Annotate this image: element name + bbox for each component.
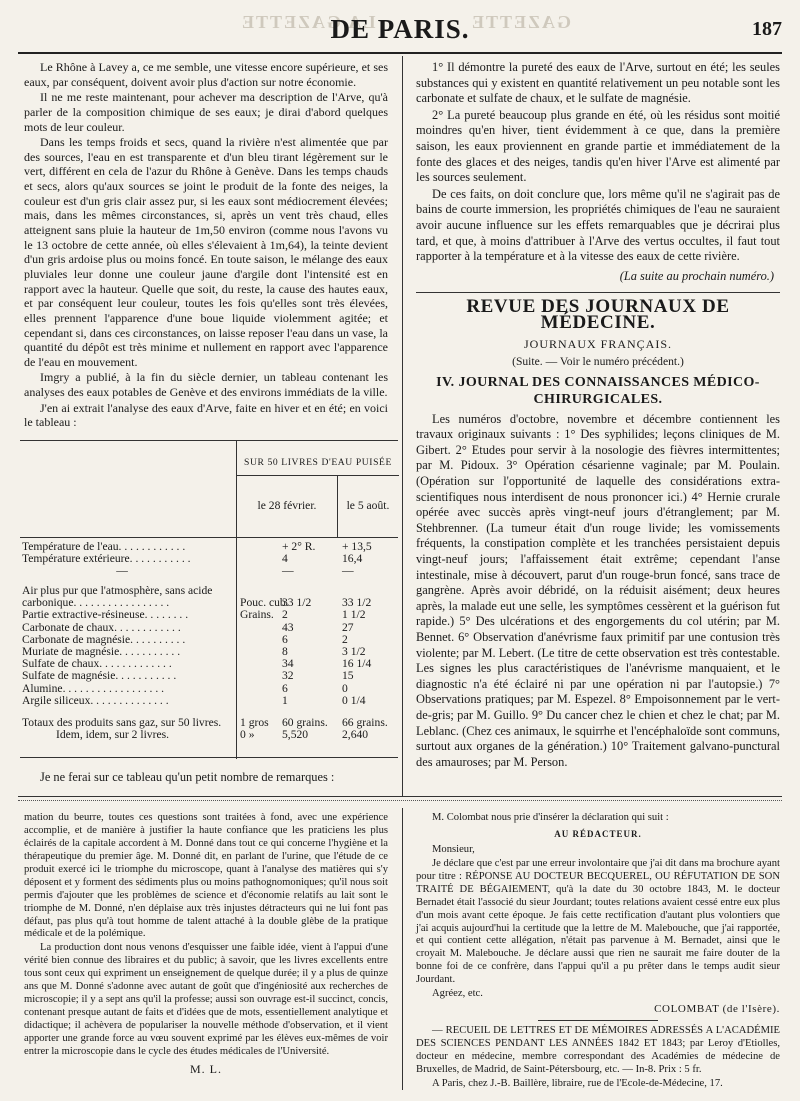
article-title: IV. JOURNAL DES CONNAISSANCES MÉDICO-CHIRURGICALES. — [436, 374, 760, 407]
page-header — [0, 6, 800, 50]
closing: Agréez, etc. — [432, 988, 483, 1000]
row-label: Carbonate de chaux. . . . . . . . . . . . — [22, 621, 181, 634]
right-column-bottom — [416, 812, 780, 1092]
row-unit: Pouc. cub. — [240, 596, 289, 610]
table-body — [20, 541, 398, 741]
row-value-february: 60 grains. — [282, 715, 328, 729]
paragraph: Imgry a publié, à la fin du siècle dernier, un tableau contenant les analyses des eaux potables de Genève et des environs immédiats de la ville. — [24, 370, 388, 400]
paragraph: 1° Il démontre la pureté des eaux de l'Arve, surtout en été; les seules substances qui y existent en quantité relativement un peu notable sont les carbonate et sulfate de chaux, et le sulfate de magnésie. — [416, 60, 780, 106]
author-signature: M. L. — [190, 1061, 222, 1076]
paragraph: J'en ai extrait l'analyse des eaux d'Arve, faite en hiver et en été; en voici le tableau : — [24, 400, 388, 430]
book-notice: — RECUEIL DE LETTRES ET DE MÉMOIRES ADRESSÉS A L'ACADÉMIE DES SCIENCES PENDANT LES ANNÉES 1842 ET 1843; par Leroy d'Etiolles, docteur en médecine, membre correspondant des Académies de médecine de Bruxelles, de Madrid, de Saint-Pétersbourg, etc. — In-8. Prix : 5 fr. — [416, 1025, 780, 1075]
row-value-august: 15 — [342, 669, 354, 683]
dotted-rule — [18, 800, 782, 806]
paragraph: Je ne ferai sur ce tableau qu'un petit nombre de remarques : — [40, 770, 335, 784]
row-value-august: 27 — [342, 620, 354, 634]
row-value-august: 66 grains. — [342, 715, 388, 729]
paragraph: Les numéros d'octobre, novembre et décembre contiennent les travaux originaux suivants : 1° Des syphilides; leçons cliniques de M. Gibert. 2° Etudes pour servir à la nosologie des fièvres intermittentes; par M. Pidoux. 3° Opération césarienne vaginale; par M. Poulain. (Opération sur l'opportunité de laquelle des considérations extra-scientifiques nous interdisent de nous prononcer ici.) 4° Hernie crurale opérée avec succès après vingt-neuf jours d'étranglement; par M. Stehbrenner. (La tumeur était d'un rouge livide; les vomissements fréquents, la constipation complète et les tranchées persistaient depuis vingt-neuf jours; l'affaissement était extrême; cependant l'anse intestinale, mise à découvert, parut d'un rouge-brun foncé, sans trace de gangrène. Après avoir débridé, on la réduisit aisément; deux heures après, la malade eut une selle, les symptômes cessèrent et la guérison fut rapide.) 5° Des ulcérations et des engorgements du col utérin; par M. Bennet. 6° Observation d'anévrisme faux primitif par une contusion très violente; par M. Lebert. (Le titre de cette observation est très contestable. Les signes les plus caractéristiques de l'anévrisme manquaient, et le diagnostic n'a été éclairé ni par une opération ni par l'autopsie.) 7° Observations pratiques; par M. Espezel. 8° Empoisonnement par le vert-de-gris; par M. Guillo. 9° Du cancer chez le chien et chez le chat; par M. Leblanc. (Chez ces animaux, le squirrhe et l'encéphaloïde sont communs, surtout aux organes de la génération.) 10° Traitement galvano-punctural des amauroses; par M. Person. — [416, 411, 780, 769]
table-total-row — [20, 729, 398, 741]
bleed-through-text: GAZETTE — [470, 12, 572, 32]
row-value-february: 2 — [282, 608, 288, 622]
row-label: Totaux des produits sans gaz, sur 50 livres. — [22, 716, 222, 729]
row-value-august: 16 1/4 — [342, 657, 372, 671]
table-row — [20, 622, 398, 634]
section-rule — [18, 796, 782, 797]
table-row — [20, 670, 398, 682]
row-label: Température extérieure. . . . . . . . . . . — [22, 553, 191, 566]
row-value-february: 5,520 — [282, 728, 309, 742]
row-value-february: 8 — [282, 644, 288, 658]
row-label: — — [116, 565, 128, 578]
row-value-february: 6 — [282, 632, 288, 646]
row-label: Carbonate de magnésie. . . . . . . . . . — [22, 633, 186, 646]
water-analysis-table — [20, 440, 398, 758]
row-label: Argile siliceux. . . . . . . . . . . . . . — [22, 694, 169, 707]
table-row — [20, 609, 398, 621]
header-rule — [18, 52, 782, 54]
row-label: Idem, idem, sur 2 livres. — [56, 729, 170, 742]
column-header-august: le 5 août. — [346, 499, 390, 512]
letter-heading: AU RÉDACTEUR. — [554, 828, 642, 839]
row-value-february: 4 — [282, 552, 288, 566]
page-title: DE PARIS. — [330, 14, 470, 44]
table-row — [20, 695, 398, 707]
row-value-august: 3 1/2 — [342, 644, 366, 658]
paragraph: M. Colombat nous prie d'insérer la déclaration qui suit : — [432, 812, 669, 823]
right-column-top — [416, 60, 780, 771]
table-row — [20, 565, 398, 585]
paragraph: Le Rhône à Lavey a, ce me semble, une vitesse encore supérieure, et ses eaux, par conséquent, doivent avoir plus d'action sur notre économie. — [24, 60, 388, 89]
row-value-august: 2,640 — [342, 728, 369, 742]
row-value-august: + 13,5 — [342, 540, 372, 553]
row-unit: Grains. — [240, 608, 274, 622]
row-label: Sulfate de magnésie. . . . . . . . . . . — [22, 670, 177, 683]
row-value-february: + 2° R. — [282, 540, 316, 553]
table-header — [236, 441, 398, 537]
table-super-header: SUR 50 LIVRES D'EAU PUISÉE — [244, 457, 392, 468]
page-number: 187 — [752, 18, 782, 40]
row-label: Alumine. . . . . . . . . . . . . . . . . . — [22, 682, 165, 695]
row-label: Air plus pur que l'atmosphère, sans acide carbonique. . . . . . . . . . . . . . . . . — [22, 585, 213, 610]
table-row — [20, 683, 398, 695]
row-unit: 0 » — [240, 728, 255, 742]
row-value-august: — — [342, 564, 354, 578]
paragraph: De ces faits, on doit conclure que, lors même qu'il ne s'agirait pas de bains de courte immersion, les propriétés chimiques de l'eau ne sauraient avoir aucune influence sur les effets remarquables que je décrirai plus tard, et que, à moins d'attribuer à l'Arve des vertus occultes, il faut tout rapporter à la température et à la vitesse des eaux de cette rivière. — [416, 186, 780, 264]
row-value-february: — — [282, 564, 294, 578]
row-label: Muriate de magnésie. . . . . . . . . . . — [22, 645, 181, 658]
row-label: Partie extractive-résineuse. . . . . . . . — [22, 609, 189, 622]
section-title: REVUE DES JOURNAUX DE MÉDECINE. — [466, 296, 730, 333]
bleed-through-text: LA GAZETTE — [240, 12, 376, 32]
publisher-notice: A Paris, chez J.-B. Baillère, libraire, rue de l'Ecole-de-Médecine, 17. — [432, 1077, 723, 1089]
section-rule — [416, 292, 780, 293]
table-header-rule — [237, 475, 399, 476]
continued-note: (La suite au prochain numéro.) — [619, 268, 774, 283]
section-suite-note: (Suite. — Voir le numéro précédent.) — [512, 355, 684, 369]
row-label: Sulfate de chaux. . . . . . . . . . . . . — [22, 658, 172, 671]
letter-signature: COLOMBAT (de l'Isère). — [654, 1003, 780, 1016]
paragraph: Dans les temps froids et secs, quand la rivière n'est alimentée que par des sources, l'eau en est transparente et d'un bleu tirant légèrement sur le vert, différent en cela de l'azur du Rhône à Genève. Dans les temps chauds et secs, alors qu'aux sources se joint le produit de la fonte des neiges, la couleur est d'un gris clair assez pur, si les eaux sont médiocrement élevées; mais, dans les mêmes circonstances, si, après un vent très chaud, elles atteignent sans pluie la hauteur de 1m,50 environ (comme nous l'avons vu le 13 octobre de cette année, où elles s'élevaient à 1m,64), la teinte devient d'un gris ardoise plus ou moins foncé. En toute saison, le mélange des eaux pluviales leur donne une couleur jaune d'argile dont l'intensité est en rapport avec la hauteur. Quelle que soit, du reste, la cause des hautes eaux, et par conséquent leur couleur, toutes les fois qu'elles sont très élevées, elles prennent l'apparence d'une boue liquide violemment agitée; et cependant si, dans ces circonstances, on laisse reposer l'eau dans un vase, la quantité du dépôt est très minime et nullement en rapport avec l'apparence de l'eau en mouvement. — [24, 135, 388, 369]
row-value-august: 33 1/2 — [342, 596, 372, 610]
left-column-bottom — [24, 812, 388, 1076]
column-divider — [402, 808, 403, 1090]
row-value-august: 0 1/4 — [342, 693, 366, 707]
row-value-february: 43 — [282, 620, 294, 634]
row-value-august: 1 1/2 — [342, 608, 366, 622]
row-value-february: 1 — [282, 693, 288, 707]
row-value-february: 32 — [282, 669, 294, 683]
row-value-february: 6 — [282, 681, 288, 695]
row-value-august: 0 — [342, 681, 348, 695]
left-column-top — [24, 60, 388, 431]
paragraph: Il ne me reste maintenant, pour achever ma description de l'Arve, qu'à parler de la composition chimique de ses eaux; je dirai d'abord quelques mots de leur couleur. — [24, 90, 388, 134]
paragraph: mation du beurre, toutes ces questions sont traitées à fond, avec une expérience accomplie, et de manière à justifier la haute confiance que les praticiens les plus éclairés de la capitale accordent à M. Donné dans tout ce qui concerne l'hygiène et la thérapeutique du premier âge. M. Donné dit, en parlant de l'urine, que l'étude de ce produit exercé ici le triomphe du microscope, quant à l'analyse des matières qui s'y déposent et y forment des sédiments plus ou moins pathognomoniques; qu'il nous soit permis d'ajouter que les problèmes de science et d'économie relatifs au lait sont le triomphe de M. Donné, n'en déplaise aux très injustes détracteurs qui ne lui font pas défaut, pas plus qu'à tout homme de talent attaché à la double glèbe de la pratique médicale et de la polémique. — [24, 812, 388, 940]
row-label: Température de l'eau. . . . . . . . . . . . — [22, 541, 186, 553]
paragraph: 2° La pureté beaucoup plus grande en été, où les résidus sont moitié moindres qu'en hiver, tient évidemment à ce que, dans la première saison, les eaux proviennent en grande partie et immédiatement de la fonte des glaces et des neiges, tandis qu'en hiver l'Arve est alimenté par les sources seulement. — [416, 107, 780, 185]
column-header-february: le 28 février. — [257, 499, 317, 512]
section-subtitle: JOURNAUX FRANÇAIS. — [523, 336, 673, 351]
section-rule — [538, 1020, 658, 1021]
row-value-february: 33 1/2 — [282, 596, 312, 610]
paragraph: Je déclare que c'est par une erreur involontaire que j'ai dit dans ma brochure ayant pour titre : RÉPONSE AU DOCTEUR BECQUEREL, OU RÉFUTATION DE SON TRAITÉ DE BÉGAIEMENT, qu'à la date du 30 octobre 1843, M. le docteur Bernadet était l'associé du sieur Jourdant; toutes relations avaient cessé entre eux plus d'un mois avant cette époque. Je fais cette rectification d'autant plus volontiers que j'ai acquis aujourd'hui la certitude que la lettre de M. Malebouche, que j'ai rapportée, et qui contient cette allégation, n'était pas parvenue à M. Bernadet, ainsi que le croyait M. Malebouche. Je déclare aussi que rien ne saurait me faire douter de la bonne foi de ce confrère, dans l'appui qu'il a pu prêter dans le temps audit sieur Jourdant. — [416, 857, 780, 986]
salutation: Monsieur, — [432, 843, 475, 855]
column-divider — [402, 56, 403, 796]
row-value-august: 16,4 — [342, 552, 363, 566]
table-header-bottom-rule — [20, 537, 398, 538]
table-row — [20, 585, 398, 609]
paragraph: La production dont nous venons d'esquisser une faible idée, vient à l'appui d'une vérité bien connue des libraires et du public; à savoir, que les livres excellents entre tous sont ceux qui expriment un enseignement de quelque durée; il y a plus de quinze ans que M. Donné s'adonne avec autant de goût que d'ingéniosité aux recherches de microscopie; il y a sept ans qu'il la professe; aussi son ouvrage est-il succinct, concis, contenant presque autant de faits et d'idées que de mots, essentiellement analytique et didactique; il achèvera de populariser la nouvelle méthode d'observation, et il vient apporter une grande force au vœu souvent exprimé par les élèves eux-mêmes de voir entrer la microscopie dans le cycle des études médicales de l'Université. — [24, 942, 388, 1057]
row-unit: 1 gros — [240, 715, 269, 729]
row-value-august: 2 — [342, 632, 348, 646]
row-value-february: 34 — [282, 657, 294, 671]
